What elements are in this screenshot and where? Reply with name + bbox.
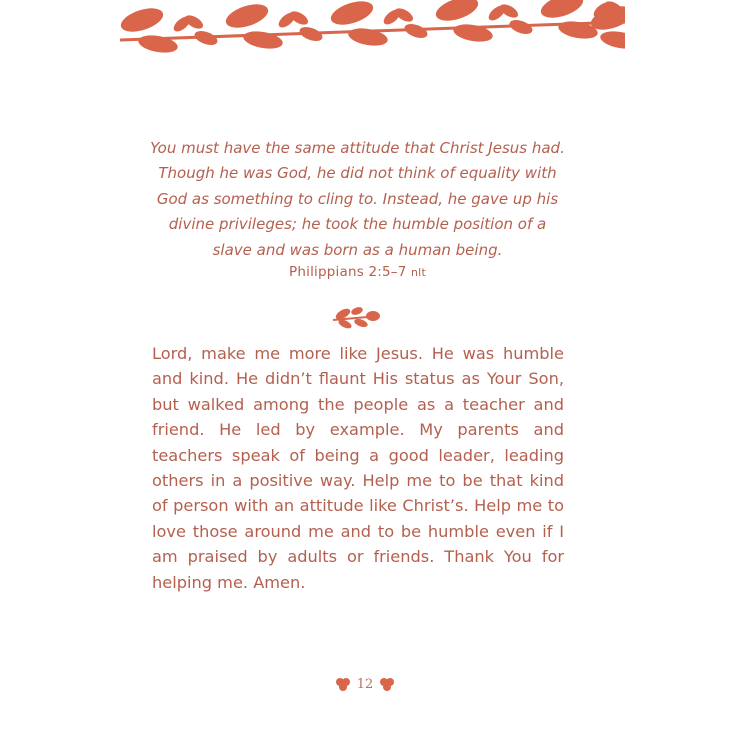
page-footer [315,673,415,695]
reference-translation: nlt [411,266,426,279]
scripture-reference [150,264,565,280]
prayer-text: Lord, make me more like Jesus. He was humble and kind. He didn’t flaunt His status as Your Son, but walked among the people as a teacher and friend. He led by example. My parents and teachers speak of being a good leader, leading others in a positive way. Help me to be that kind of person with an attitude like Christ’s. Help me to love those around me and to be humble even if I am praised by adults or friends. Thank You for helping me. Amen. [152,344,564,592]
flower-icon [379,677,395,691]
page-number: 12 [356,676,374,692]
leaf-sprig-icon [331,304,383,330]
flower-icon [335,677,351,691]
reference-chapter-verse: 2:5–7 [368,264,407,280]
reference-book: Philippians [289,264,364,280]
scripture-verse: You must have the same attitude that Christ Jesus had. Though he was God, he did not think of equality with God as something to cling to. Instead, he gave up his divine privileges; he took the humble position of a slave and was born as a human being. [150,139,565,259]
leafy-vine-border-icon [120,0,625,58]
